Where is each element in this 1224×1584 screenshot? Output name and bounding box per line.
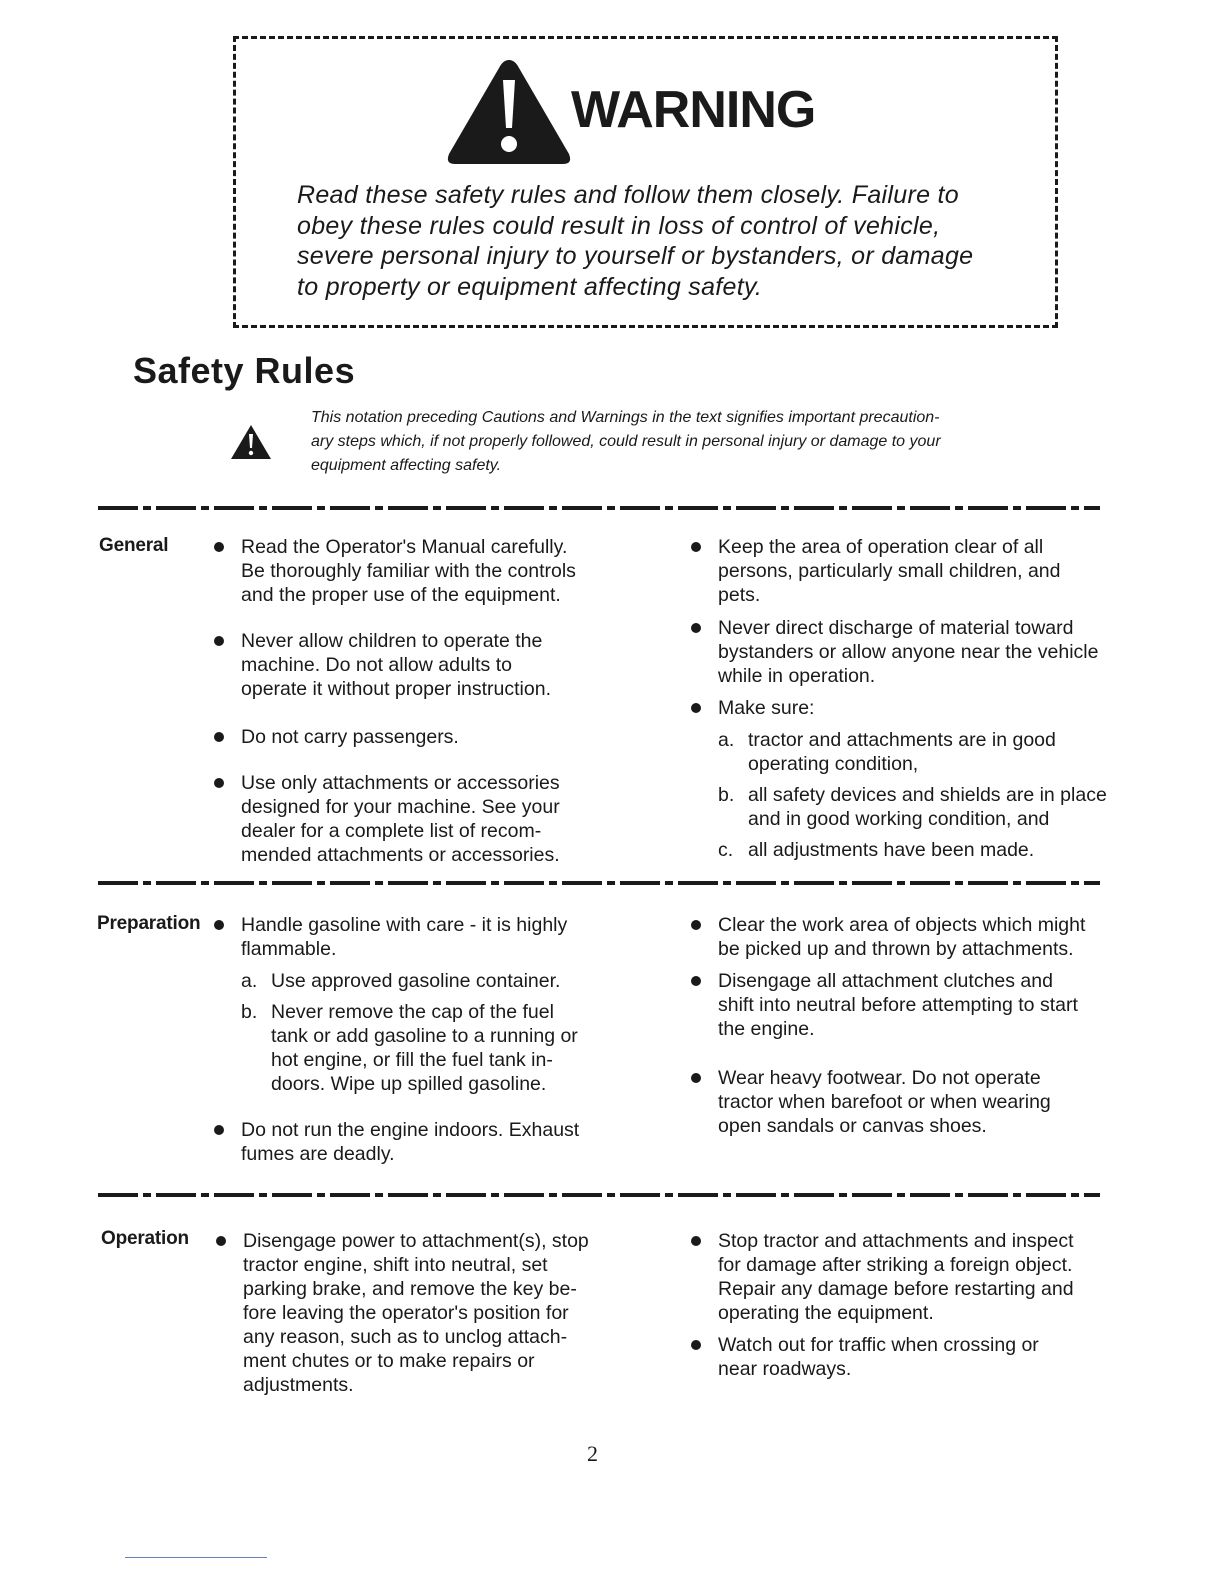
- list-item: Use only attachments or accessories designed for your machine. See your dealer for a complete list of recom- mended attachments or accessories.: [214, 771, 654, 867]
- list-item: Disengage all attachment clutches and shift into neutral before attempting to start the engine.: [691, 969, 1141, 1041]
- bullet-icon: [691, 1340, 701, 1350]
- note-line: equipment affecting safety.: [311, 457, 502, 474]
- bullet-icon: [691, 1236, 701, 1246]
- bullet-icon: [214, 732, 224, 742]
- bullet-icon: [214, 542, 224, 552]
- warning-triangle-icon: [445, 56, 573, 168]
- section-divider: [98, 880, 1100, 886]
- warning-line: to property or equipment affecting safety.: [297, 272, 763, 301]
- list-item: Wear heavy footwear. Do not operate tractor when barefoot or when wearing open sandals or canvas shoes.: [691, 1066, 1141, 1138]
- note-line: This notation preceding Cautions and Warnings in the text signifies important precaution-: [311, 409, 940, 426]
- list-item: Watch out for traffic when crossing or near roadways.: [691, 1333, 1141, 1381]
- bullet-icon: [691, 542, 701, 552]
- operation-left-column: [216, 1229, 656, 1397]
- list-item: Never allow children to operate the machine. Do not allow adults to operate it without proper instruction.: [214, 629, 654, 701]
- sub-item: b. all safety devices and shields are in place and in good working condition, and: [718, 784, 1107, 830]
- warning-title: WARNING: [571, 81, 816, 139]
- general-left-column: [214, 535, 654, 867]
- section-divider: [98, 1192, 1100, 1198]
- section-label-general: General: [99, 535, 169, 556]
- bullet-icon: [691, 1073, 701, 1083]
- sub-item: c. all adjustments have been made.: [718, 839, 1035, 861]
- bullet-icon: [214, 636, 224, 646]
- bullet-icon: [214, 1125, 224, 1135]
- section-divider: [98, 505, 1100, 511]
- preparation-left-column: [214, 913, 654, 1166]
- note-line: ary steps which, if not properly followed, could result in personal injury or damage to your: [311, 433, 941, 450]
- list-item: Read the Operator's Manual carefully. Be thoroughly familiar with the controls and the proper use of the equipment.: [214, 535, 654, 607]
- warning-body: [297, 180, 1037, 302]
- bullet-icon: [691, 703, 701, 713]
- footer-rule: [125, 1557, 267, 1558]
- page-title: Safety Rules: [133, 350, 356, 391]
- bullet-icon: [691, 623, 701, 633]
- list-item: Keep the area of operation clear of all persons, particularly small children, and pets.: [691, 535, 1141, 607]
- operation-right-column: [691, 1229, 1141, 1381]
- notation-note: [311, 406, 1071, 478]
- general-right-column: [691, 535, 1141, 862]
- section-label-preparation: Preparation: [97, 913, 201, 934]
- warning-header: [445, 56, 865, 166]
- bullet-icon: [214, 920, 224, 930]
- warning-line: Read these safety rules and follow them closely. Failure to: [297, 181, 959, 209]
- bullet-icon: [691, 920, 701, 930]
- list-item: Make sure:: [691, 696, 1141, 720]
- page-number: 2: [587, 1441, 598, 1466]
- bullet-icon: [216, 1236, 226, 1246]
- section-label-operation: Operation: [101, 1228, 189, 1249]
- sub-item: a. tractor and attachments are in good operating condition,: [718, 729, 1056, 775]
- warning-line: severe personal injury to yourself or bystanders, or damage: [297, 242, 974, 270]
- bullet-icon: [214, 778, 224, 788]
- bullet-icon: [691, 976, 701, 986]
- list-item: Never direct discharge of material toward bystanders or allow anyone near the vehicle while in operation.: [691, 616, 1141, 688]
- sub-item: a. Use approved gasoline container.: [241, 970, 561, 992]
- list-item: Handle gasoline with care - it is highly flammable.: [214, 913, 654, 961]
- list-item: Disengage power to attachment(s), stop tractor engine, shift into neutral, set parking brake, and remove the key be- fore leaving the operator's position for any reason, such as to unclog attach- ment chutes or to make repairs or adjustments.: [216, 1229, 656, 1397]
- sub-item: b. Never remove the cap of the fuel tank or add gasoline to a running or hot engine, or fill the fuel tank in- doors. Wipe up spilled gasoline.: [241, 1001, 578, 1095]
- warning-line: obey these rules could result in loss of control of vehicle,: [297, 211, 941, 240]
- list-item: Stop tractor and attachments and inspect for damage after striking a foreign object. Repair any damage before restarting and operating the equipment.: [691, 1229, 1141, 1325]
- list-item: Clear the work area of objects which might be picked up and thrown by attachments.: [691, 913, 1141, 961]
- caution-triangle-icon: [230, 424, 272, 460]
- list-item: Do not carry passengers.: [214, 725, 654, 749]
- preparation-right-column: [691, 913, 1141, 1138]
- list-item: Do not run the engine indoors. Exhaust fumes are deadly.: [214, 1118, 654, 1166]
